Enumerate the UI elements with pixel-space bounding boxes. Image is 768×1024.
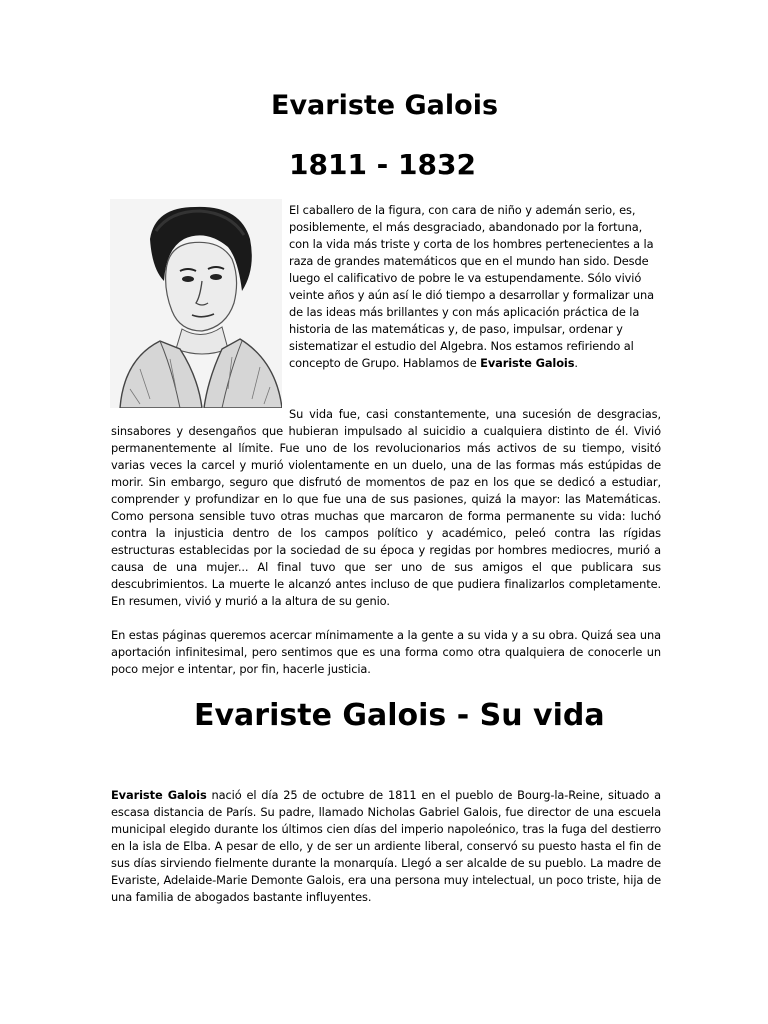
years-heading: 1811 - 1832	[289, 148, 476, 181]
portrait-image	[110, 199, 282, 408]
page-title: Evariste Galois	[271, 90, 499, 121]
biography-paragraph: Evariste Galois nació el día 25 de octubre de 1811 en el pueblo de Bourg-la-Reine, situado a escasa distancia de París. Su padre, llamado Nicholas Gabriel Galois, fue director de una escuela municipal elegido durante los últimos cien días del imperio napoleónico, tras la fuga del destierro en la isla de Elba. A pesar de ello, y de ser un ardiente liberal, conservó su puesto hasta el fin de sus días sirviendo fielmente durante la monarquía. Llegó a ser alcalde de su pueblo. La madre de Evariste, Adelaide-Marie Demonte Galois, era una persona muy intelectual, un poco triste, hija de una familia de abogados bastante influyentes.	[111, 788, 661, 904]
purpose-paragraph: En estas páginas queremos acercar mínimamente a la gente a su vida y a su obra. Quizá sea una aportación infinitesimal, pero sentimos que es una forma como otra qualquiera de conocerle un poco mejor e intentar, por fin, hacerle justicia.	[111, 628, 661, 676]
section-title: Evariste Galois - Su vida	[194, 698, 605, 733]
portrait-engraving-icon	[110, 199, 282, 408]
life-summary-paragraph: Su vida fue, casi constantemente, una sucesión de desgracias, sinsabores y desengaños que hubieran impulsado al suicidio a cualquiera distinto de él. Vivió permanentemente al límite. Fue uno de los revolucionarios más activos de su tiempo, visitó varias veces la carcel y murió violentamente en un duelo, una de las formas más estúpidas de morir. Sin embargo, seguro que disfrutó de momentos de paz en los que se dedicó a estudiar, comprender y profundizar en lo que fue una de sus pasiones, quizá la mayor: las Matemáticas. Como persona sensible tuvo otras muchas que marcaron de forma permanente su vida: luchó contra la injusticia dentro de los campos político y académico, peleó contra las rígidas estructuras establecidas por la sociedad de su época y regidas por hombres mediocres, murió a causa de una mujer... Al final tuvo que ser uno de sus amigos el que publicara sus descubrimientos. La muerte le alcanzó antes incluso de que pudiera finalizarlos completamente. En resumen, vivió y murió a la altura de su genio.	[111, 407, 661, 608]
intro-paragraph: El caballero de la figura, con cara de niño y ademán serio, es, posiblemente, el más desgraciado, abandonado por la fortuna, con la vida más triste y corta de los hombres pertenecientes a la raza de grandes matemáticos que en el mundo han sido. Desde luego el calificativo de pobre le va estupendamente. Sólo vivió veinte años y aún así le dió tiempo a desarrollar y formalizar una de las ideas más brillantes y con más aplicación práctica de la historia de las matemáticas y, de paso, impulsar, ordenar y sistematizar el estudio del Algebra. Nos estamos refiriendo al concepto de Grupo. Hablamos de Evariste Galois.	[289, 203, 654, 370]
